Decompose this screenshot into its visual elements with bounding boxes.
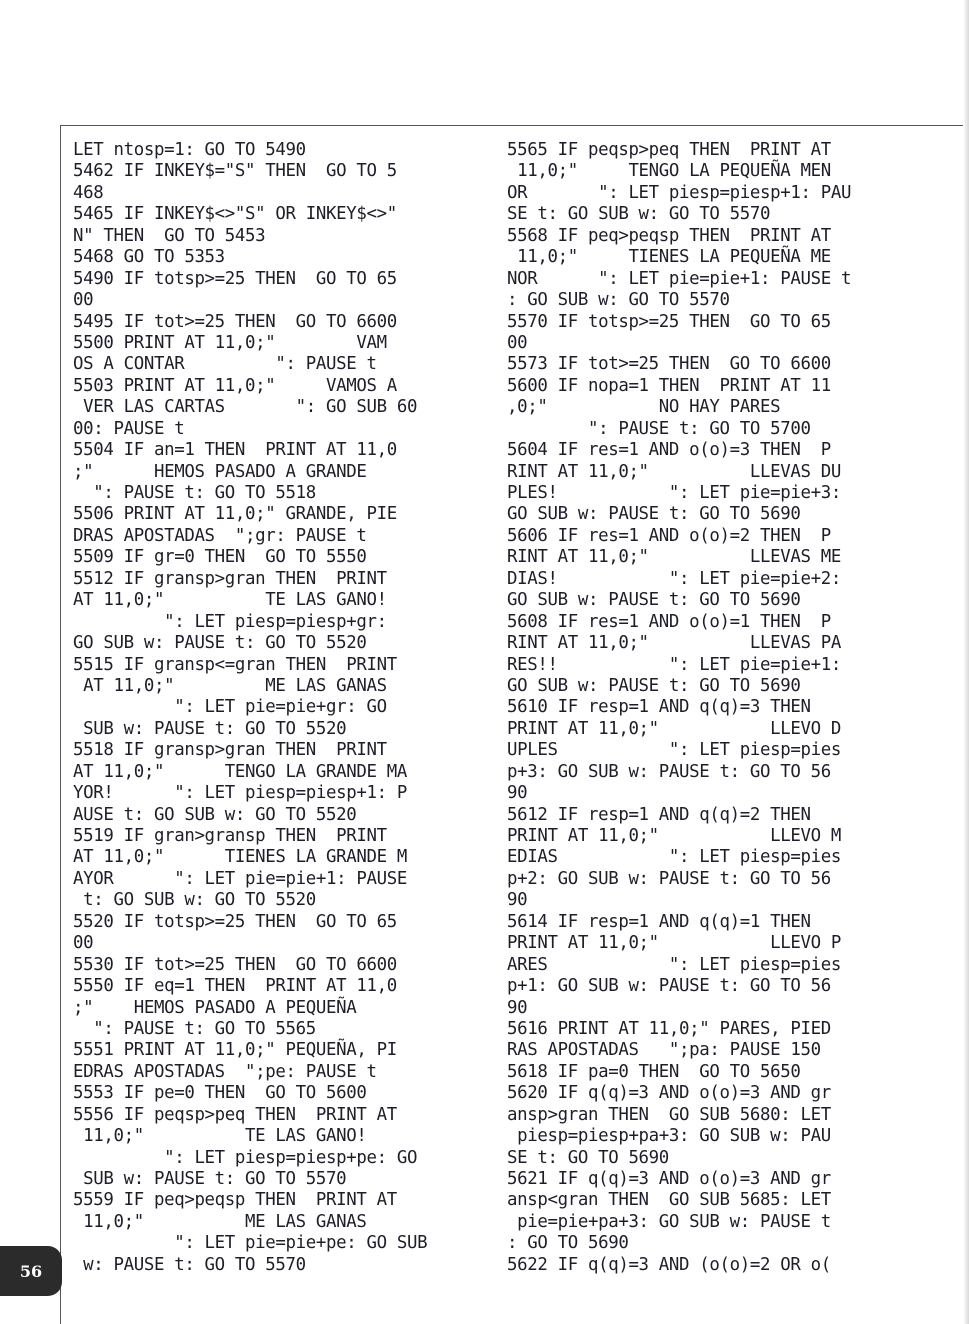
code-line: 5573 IF tot>=25 THEN GO TO 6600 <box>507 354 831 375</box>
code-line: 5503 PRINT AT 11,0;" VAMOS A <box>73 375 397 396</box>
page-edge-shadow <box>963 0 969 1324</box>
code-line: 5568 IF peq>peqsp THEN PRINT AT <box>507 225 831 246</box>
code-line: ;" HEMOS PASADO A GRANDE <box>73 461 367 482</box>
code-line: GO SUB w: PAUSE t: GO TO 5520 <box>73 633 367 654</box>
code-line: piesp=piesp+pa+3: GO SUB w: PAU <box>507 1126 831 1147</box>
code-line: ": LET pie=pie+pe: GO SUB <box>73 1233 428 1254</box>
code-line: 5620 IF q(q)=3 AND o(o)=3 AND gr <box>507 1083 831 1104</box>
code-line: SE t: GO TO 5690 <box>507 1147 669 1168</box>
code-line: SUB w: PAUSE t: GO TO 5570 <box>73 1169 347 1189</box>
code-line: 5520 IF totsp>=25 THEN GO TO 65 <box>73 911 397 932</box>
code-line: 5608 IF res=1 AND o(o)=1 THEN P <box>507 611 831 632</box>
code-line: AT 11,0;" TE LAS GANO! <box>73 590 387 611</box>
code-line: 5612 IF resp=1 AND q(q)=2 THEN <box>507 804 811 825</box>
code-line: 5556 IF peqsp>peq THEN PRINT AT <box>73 1104 397 1125</box>
code-column-right <box>507 140 927 1276</box>
code-line: AT 11,0;" TIENES LA GRANDE M <box>73 847 407 868</box>
code-line: 5462 IF INKEY$="S" THEN GO TO 5 <box>73 161 397 182</box>
code-line: 5500 PRINT AT 11,0;" VAM <box>73 332 387 353</box>
code-line: 5509 IF gr=0 THEN GO TO 5550 <box>73 547 367 568</box>
code-line: RINT AT 11,0;" LLEVAS DU <box>507 461 841 482</box>
code-line: ;" HEMOS PASADO A PEQUEÑA <box>73 997 357 1018</box>
code-line: 5504 IF an=1 THEN PRINT AT 11,0 <box>73 440 397 461</box>
code-line: p+2: GO SUB w: PAUSE t: GO TO 56 <box>507 868 831 889</box>
code-line: ": LET pie=pie+gr: GO <box>73 697 387 718</box>
code-line: ": PAUSE t: GO TO 5518 <box>73 483 316 503</box>
code-line: EDRAS APOSTADAS ";pe: PAUSE t <box>73 1061 377 1082</box>
code-line: ": PAUSE t: GO TO 5700 <box>507 418 811 439</box>
code-line: 11,0;" TENGO LA PEQUEÑA MEN <box>507 161 831 182</box>
code-line: p+3: GO SUB w: PAUSE t: GO TO 56 <box>507 761 831 782</box>
code-line: w: PAUSE t: GO TO 5570 <box>73 1254 306 1275</box>
code-line: PLES! ": LET pie=pie+3: <box>507 483 841 503</box>
code-line: RAS APOSTADAS ";pa: PAUSE 150 <box>507 1040 821 1061</box>
code-line: PRINT AT 11,0;" LLEVO P <box>507 933 841 954</box>
code-line: OR ": LET piesp=piesp+1: PAU <box>507 182 852 203</box>
code-line: ARES ": LET piesp=pies <box>507 954 841 975</box>
code-line: 5518 IF gransp>gran THEN PRINT <box>73 740 387 761</box>
code-line: 5468 GO TO 5353 <box>73 247 225 268</box>
code-line: PRINT AT 11,0;" LLEVO D <box>507 718 841 739</box>
code-line: 5606 IF res=1 AND o(o)=2 THEN P <box>507 525 831 546</box>
code-line: 5570 IF totsp>=25 THEN GO TO 65 <box>507 311 831 332</box>
code-line: SUB w: PAUSE t: GO TO 5520 <box>73 718 347 739</box>
code-line: 5614 IF resp=1 AND q(q)=1 THEN <box>507 911 811 932</box>
code-line: AUSE t: GO SUB w: GO TO 5520 <box>73 804 357 825</box>
code-line: AT 11,0;" ME LAS GANAS <box>73 675 387 696</box>
code-line: pie=pie+pa+3: GO SUB w: PAUSE t <box>507 1211 831 1232</box>
code-line: 5604 IF res=1 AND o(o)=3 THEN P <box>507 440 831 461</box>
code-line: 5551 PRINT AT 11,0;" PEQUEÑA, PI <box>73 1040 397 1061</box>
code-line: 5550 IF eq=1 THEN PRINT AT 11,0 <box>73 976 397 997</box>
code-line: 5553 IF pe=0 THEN GO TO 5600 <box>73 1083 367 1104</box>
code-line: 00 <box>507 332 528 353</box>
code-line: AYOR ": LET pie=pie+1: PAUSE <box>73 868 407 889</box>
code-line: 5621 IF q(q)=3 AND o(o)=3 AND gr <box>507 1169 831 1189</box>
code-line: UPLES ": LET piesp=pies <box>507 740 841 761</box>
code-line: 5616 PRINT AT 11,0;" PARES, PIED <box>507 1018 831 1039</box>
code-line: RINT AT 11,0;" LLEVAS ME <box>507 547 841 568</box>
code-line: RINT AT 11,0;" LLEVAS PA <box>507 633 841 654</box>
code-line: GO SUB w: PAUSE t: GO TO 5690 <box>507 675 801 696</box>
code-line: 5530 IF tot>=25 THEN GO TO 6600 <box>73 954 397 975</box>
code-line: 5610 IF resp=1 AND q(q)=3 THEN <box>507 697 811 718</box>
code-line: RES!! ": LET pie=pie+1: <box>507 654 841 675</box>
code-line: p+1: GO SUB w: PAUSE t: GO TO 56 <box>507 976 831 997</box>
code-line: 5519 IF gran>gransp THEN PRINT <box>73 826 387 846</box>
code-line: 5618 IF pa=0 THEN GO TO 5650 <box>507 1061 801 1082</box>
code-line: LET ntosp=1: GO TO 5490 <box>73 140 306 160</box>
code-line: 00 <box>73 290 94 311</box>
page-number: 56 <box>19 1261 43 1281</box>
code-line: YOR! ": LET piesp=piesp+1: P <box>73 783 407 804</box>
code-line: t: GO SUB w: GO TO 5520 <box>73 890 316 911</box>
code-line: 5559 IF peq>peqsp THEN PRINT AT <box>73 1190 397 1211</box>
code-line: 5506 PRINT AT 11,0;" GRANDE, PIE <box>73 504 397 525</box>
code-line: 00: PAUSE t <box>73 418 185 439</box>
code-line: 5490 IF totsp>=25 THEN GO TO 65 <box>73 268 397 289</box>
code-line: PRINT AT 11,0;" LLEVO M <box>507 826 841 846</box>
page-number-tab <box>0 1246 62 1296</box>
code-line: : GO SUB w: GO TO 5570 <box>507 290 730 311</box>
code-line: GO SUB w: PAUSE t: GO TO 5690 <box>507 590 801 611</box>
code-line: 5465 IF INKEY$<>"S" OR INKEY$<>" <box>73 204 397 225</box>
code-line: ": PAUSE t: GO TO 5565 <box>73 1018 316 1039</box>
code-line: EDIAS ": LET piesp=pies <box>507 847 841 868</box>
code-line: AT 11,0;" TENGO LA GRANDE MA <box>73 761 407 782</box>
code-line: 90 <box>507 997 528 1018</box>
code-line: 468 <box>73 182 104 203</box>
code-line: 00 <box>73 933 94 954</box>
code-line: N" THEN GO TO 5453 <box>73 225 266 246</box>
code-line: 90 <box>507 890 528 911</box>
code-line: ansp>gran THEN GO SUB 5680: LET <box>507 1104 831 1125</box>
code-line: DIAS! ": LET pie=pie+2: <box>507 568 841 589</box>
code-line: NOR ": LET pie=pie+1: PAUSE t <box>507 268 852 289</box>
code-line: ": LET piesp=piesp+gr: <box>73 611 387 632</box>
code-line: SE t: GO SUB w: GO TO 5570 <box>507 204 771 225</box>
code-line: GO SUB w: PAUSE t: GO TO 5690 <box>507 504 801 525</box>
code-line: DRAS APOSTADAS ";gr: PAUSE t <box>73 525 367 546</box>
code-line: 90 <box>507 783 528 804</box>
code-line: 5512 IF gransp>gran THEN PRINT <box>73 568 387 589</box>
code-line: 11,0;" TE LAS GANO! <box>73 1126 367 1147</box>
code-line: VER LAS CARTAS ": GO SUB 60 <box>73 397 418 418</box>
code-line: ,0;" NO HAY PARES <box>507 397 781 418</box>
code-line: 11,0;" TIENES LA PEQUEÑA ME <box>507 247 831 268</box>
code-line: 5565 IF peqsp>peq THEN PRINT AT <box>507 140 831 160</box>
code-line: ": LET piesp=piesp+pe: GO <box>73 1147 418 1168</box>
code-line: 5495 IF tot>=25 THEN GO TO 6600 <box>73 311 397 332</box>
code-column-left <box>73 140 493 1276</box>
code-line: OS A CONTAR ": PAUSE t <box>73 354 377 375</box>
code-line: ansp<gran THEN GO SUB 5685: LET <box>507 1190 831 1211</box>
code-line: 5600 IF nopa=1 THEN PRINT AT 11 <box>507 375 831 396</box>
code-line: 5622 IF q(q)=3 AND (o(o)=2 OR o( <box>507 1254 831 1275</box>
code-line: 11,0;" ME LAS GANAS <box>73 1211 367 1232</box>
code-line: : GO TO 5690 <box>507 1233 629 1254</box>
code-line: 5515 IF gransp<=gran THEN PRINT <box>73 654 397 675</box>
